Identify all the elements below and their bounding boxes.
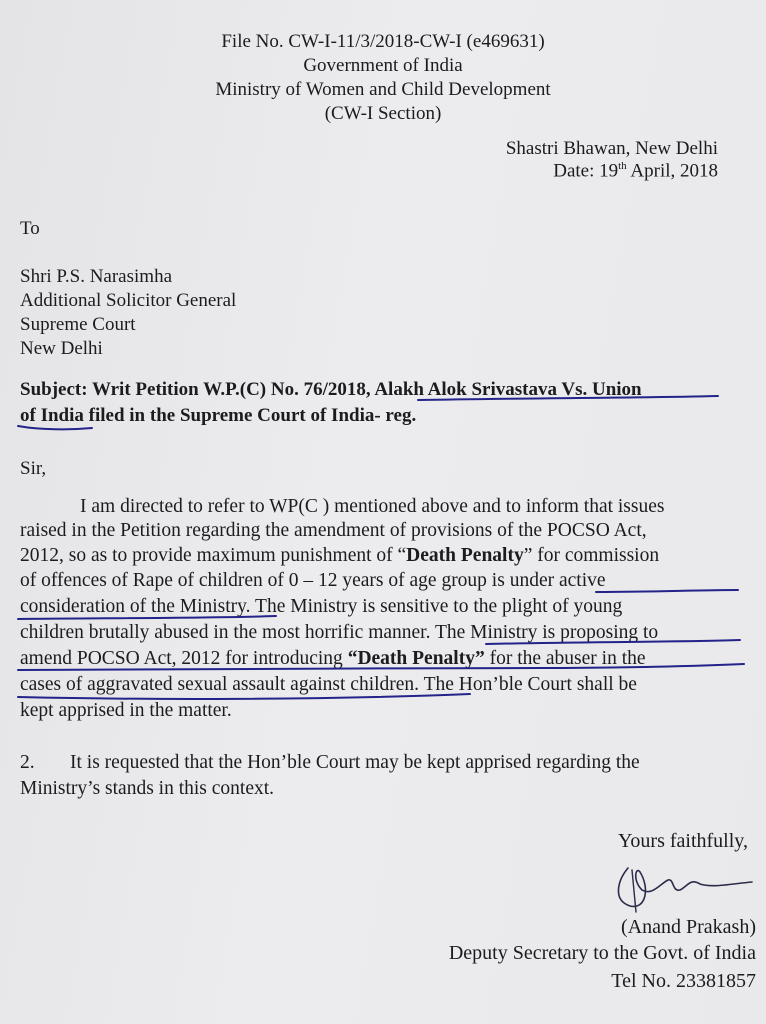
para1-line: raised in the Petition regarding the amendment of provisions of the POCSO Act,: [20, 520, 647, 541]
addressee-line: Additional Solicitor General: [20, 290, 237, 311]
section-name: (CW-I Section): [324, 103, 442, 124]
para1-line: children brutally abused in the most horrific manner. The Ministry is proposing to: [20, 622, 659, 643]
signatory-designation: Deputy Secretary to the Govt. of India: [448, 942, 756, 964]
place: Shastri Bhawan, New Delhi: [505, 138, 718, 159]
para2-line: Ministry’s stands in this context.: [20, 778, 275, 799]
para1-line: kept apprised in the matter.: [20, 700, 232, 721]
subject-line-1: Subject: Writ Petition W.P.(C) No. 76/2018, Alakh Alok Srivastava Vs. Union: [20, 379, 642, 400]
addressee-line: Supreme Court: [20, 314, 136, 335]
file-number: File No. CW-I-11/3/2018-CW-I (e469631): [221, 31, 545, 52]
date-prefix: Date: 19: [553, 160, 619, 182]
para1-line: consideration of the Ministry. The Ministry is sensitive to the plight of young: [20, 596, 623, 617]
signatory-name: (Anand Prakash): [621, 916, 756, 938]
ministry-name: Ministry of Women and Child Development: [215, 79, 551, 100]
date: [553, 160, 718, 182]
date-suffix: April, 2018: [626, 160, 718, 182]
para1-line: of offences of Rape of children of 0 – 12 years of age group is under active: [20, 570, 606, 591]
underline-active: [596, 590, 738, 592]
signatory-telephone: Tel No. 23381857: [611, 970, 756, 992]
subject-line-2: of India filed in the Supreme Court of India- reg.: [20, 405, 417, 426]
salutation: Sir,: [20, 458, 47, 479]
addressee-line: New Delhi: [20, 338, 103, 359]
para1-line: I am directed to refer to WP(C ) mentioned above and to inform that issues: [80, 496, 665, 517]
date-superscript: th: [618, 160, 627, 172]
para1-line: amend POCSO Act, 2012 for introducing “Death Penalty” for the abuser in the: [20, 648, 646, 669]
government-name: Government of India: [303, 55, 463, 76]
para2-number: 2.: [20, 752, 35, 773]
para1-line: cases of aggravated sexual assault against children. The Hon’ble Court shall be: [20, 674, 637, 695]
closing: Yours faithfully,: [617, 830, 748, 852]
addressee-line: Shri P.S. Narasimha: [20, 266, 172, 287]
para2-line: It is requested that the Hon’ble Court may be kept apprised regarding the: [70, 752, 640, 773]
para1-line: 2012, so as to provide maximum punishment of “Death Penalty” for commission: [20, 545, 660, 566]
to-label: To: [20, 218, 40, 239]
